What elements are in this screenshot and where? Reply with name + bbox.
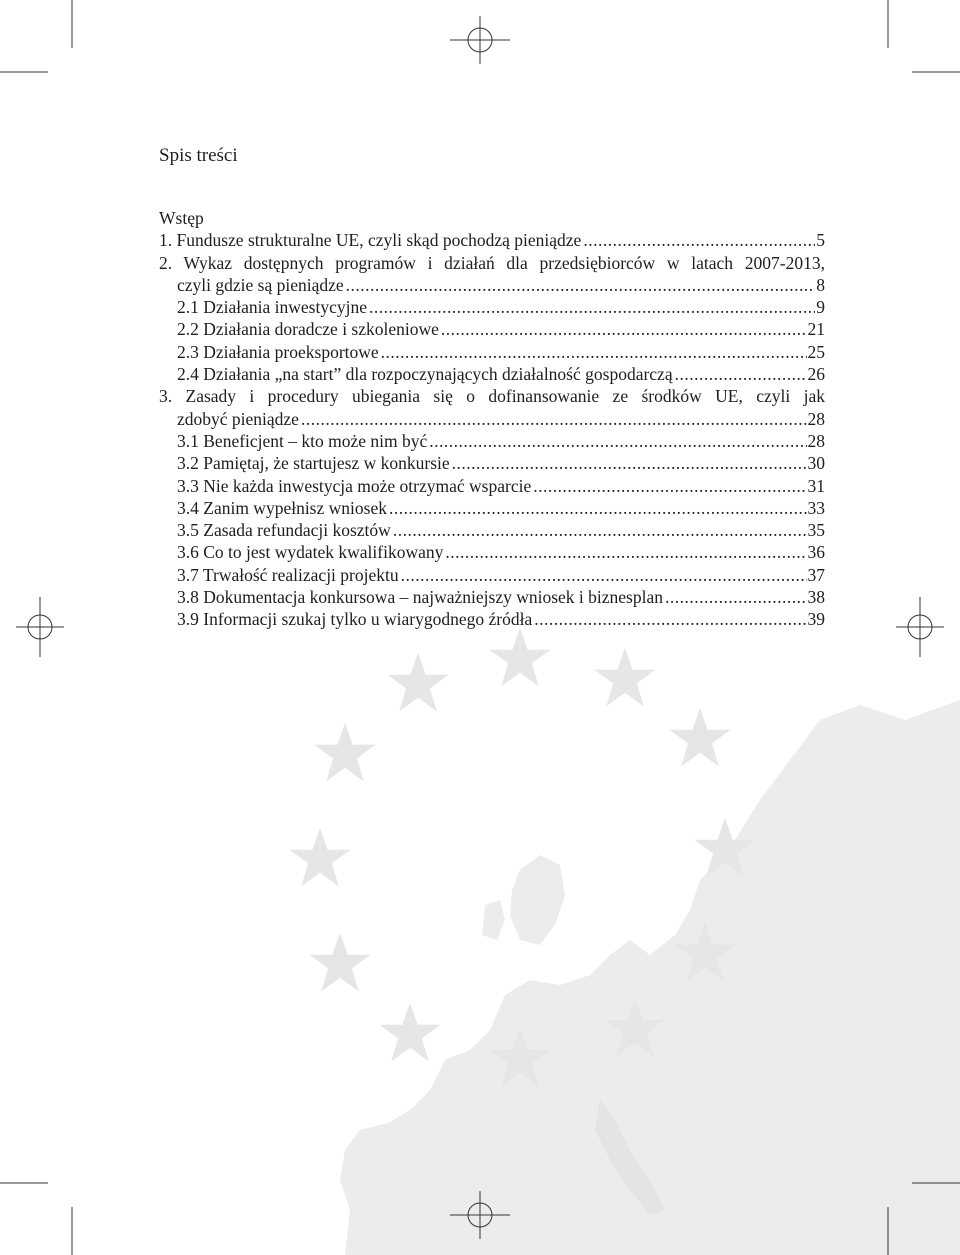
toc-entry-label-line1: 2. Wykaz dostępnych programów i działań dla przedsiębiorców w latach 2007-2013, <box>159 252 825 273</box>
toc-entry-page: 8 <box>816 274 825 295</box>
toc-entry[interactable] <box>159 497 825 519</box>
toc-leader-dots <box>665 586 807 608</box>
toc-entry-page: 33 <box>807 497 825 518</box>
toc-entry-label: 3.6 Co to jest wydatek kwalifikowany <box>177 542 444 563</box>
toc-entry-page: 28 <box>807 430 825 451</box>
toc-entry-label-line1: 3. Zasady i procedury ubiegania się o dofinansowanie ze środków UE, czyli jak <box>159 386 825 407</box>
toc-leader-dots <box>583 229 815 251</box>
toc-entry-label: 3.7 Trwałość realizacji projektu <box>177 564 399 585</box>
toc-entry[interactable] <box>159 564 825 586</box>
toc-leader-dots <box>401 564 807 586</box>
toc-entry[interactable] <box>159 519 825 541</box>
toc-entry-label: 3.4 Zanim wypełnisz wniosek <box>177 497 387 518</box>
toc-entry-label: 2.2 Działania doradcze i szkoleniowe <box>177 319 439 340</box>
toc-entry-line <box>159 385 825 407</box>
toc-entry-page: 37 <box>807 564 825 585</box>
toc-entry-label: 2.4 Działania „na start” dla rozpoczynających działalność gospodarczą <box>177 364 673 385</box>
toc-entry-page: 39 <box>807 609 825 630</box>
toc-entry-label: 1. Fundusze strukturalne UE, czyli skąd pochodzą pieniądze <box>159 230 582 251</box>
toc-leader-dots <box>675 363 807 385</box>
toc-leader-dots <box>452 452 807 474</box>
toc-leader-dots <box>381 341 807 363</box>
toc-leader-dots <box>533 475 806 497</box>
toc-entry-page: 25 <box>807 341 825 362</box>
toc-leader-dots <box>393 519 807 541</box>
toc-entry[interactable] <box>159 475 825 497</box>
toc-entry[interactable] <box>159 586 825 608</box>
toc-leader-dots <box>346 274 816 296</box>
toc-entry-page: 21 <box>807 319 825 340</box>
toc-leader-dots <box>389 497 807 519</box>
toc-entry-label: 2.3 Działania proeksportowe <box>177 341 379 362</box>
registration-mark-left <box>16 597 64 657</box>
toc-entry-page: 31 <box>807 475 825 496</box>
toc-entry[interactable] <box>159 430 825 452</box>
toc-entry-label: zdobyć pieniądze <box>177 408 299 429</box>
toc-leader-dots <box>301 408 807 430</box>
toc-leader-dots <box>441 318 807 340</box>
registration-mark-right <box>896 597 944 657</box>
toc-entry-page: 9 <box>816 297 825 318</box>
toc-entry-label: 3.3 Nie każda inwestycja może otrzymać wsparcie <box>177 475 532 496</box>
toc-entry[interactable] <box>159 408 825 430</box>
toc-entry[interactable] <box>159 341 825 363</box>
toc-entry-page: 36 <box>807 542 825 563</box>
toc-entry-page: 5 <box>816 230 825 251</box>
toc-entry-line <box>159 252 825 274</box>
toc-leader-dots <box>534 608 806 630</box>
toc-entry-label: 2.1 Działania inwestycyjne <box>177 297 368 318</box>
toc-entry-page: 30 <box>807 453 825 474</box>
toc-entry-label: 3.2 Pamiętaj, że startujesz w konkursie <box>177 453 450 474</box>
toc-entry-page: 26 <box>807 364 825 385</box>
toc-leader-dots <box>369 296 815 318</box>
toc-entry[interactable] <box>159 296 825 318</box>
toc-entry-page: 28 <box>807 408 825 429</box>
toc-intro: Wstęp <box>159 208 204 228</box>
toc-entry-label: 3.5 Zasada refundacji kosztów <box>177 520 391 541</box>
toc-entry-page: 35 <box>807 520 825 541</box>
toc-entry-label: 3.1 Beneficjent – kto może nim być <box>177 430 428 451</box>
toc-entry-label: 3.8 Dokumentacja konkursowa – najważniejszy wniosek i biznesplan <box>177 587 663 608</box>
toc-entry[interactable] <box>159 608 825 630</box>
toc-entry-label: czyli gdzie są pieniądze <box>177 274 344 295</box>
toc-leader-dots <box>445 541 806 563</box>
registration-mark-bottom <box>450 1191 510 1239</box>
toc-entry[interactable] <box>159 229 825 251</box>
toc-entry[interactable] <box>159 318 825 340</box>
toc-entry[interactable] <box>159 274 825 296</box>
toc-entry[interactable] <box>159 541 825 563</box>
registration-mark-top <box>450 16 510 64</box>
toc-entry[interactable] <box>159 452 825 474</box>
toc-entry-label: 3.9 Informacji szukaj tylko u wiarygodnego źródła <box>177 609 533 630</box>
toc-leader-dots <box>429 430 806 452</box>
toc-entry-page: 38 <box>807 587 825 608</box>
table-of-contents <box>159 207 825 631</box>
toc-entry[interactable] <box>159 363 825 385</box>
page-title: Spis treści <box>159 145 238 166</box>
